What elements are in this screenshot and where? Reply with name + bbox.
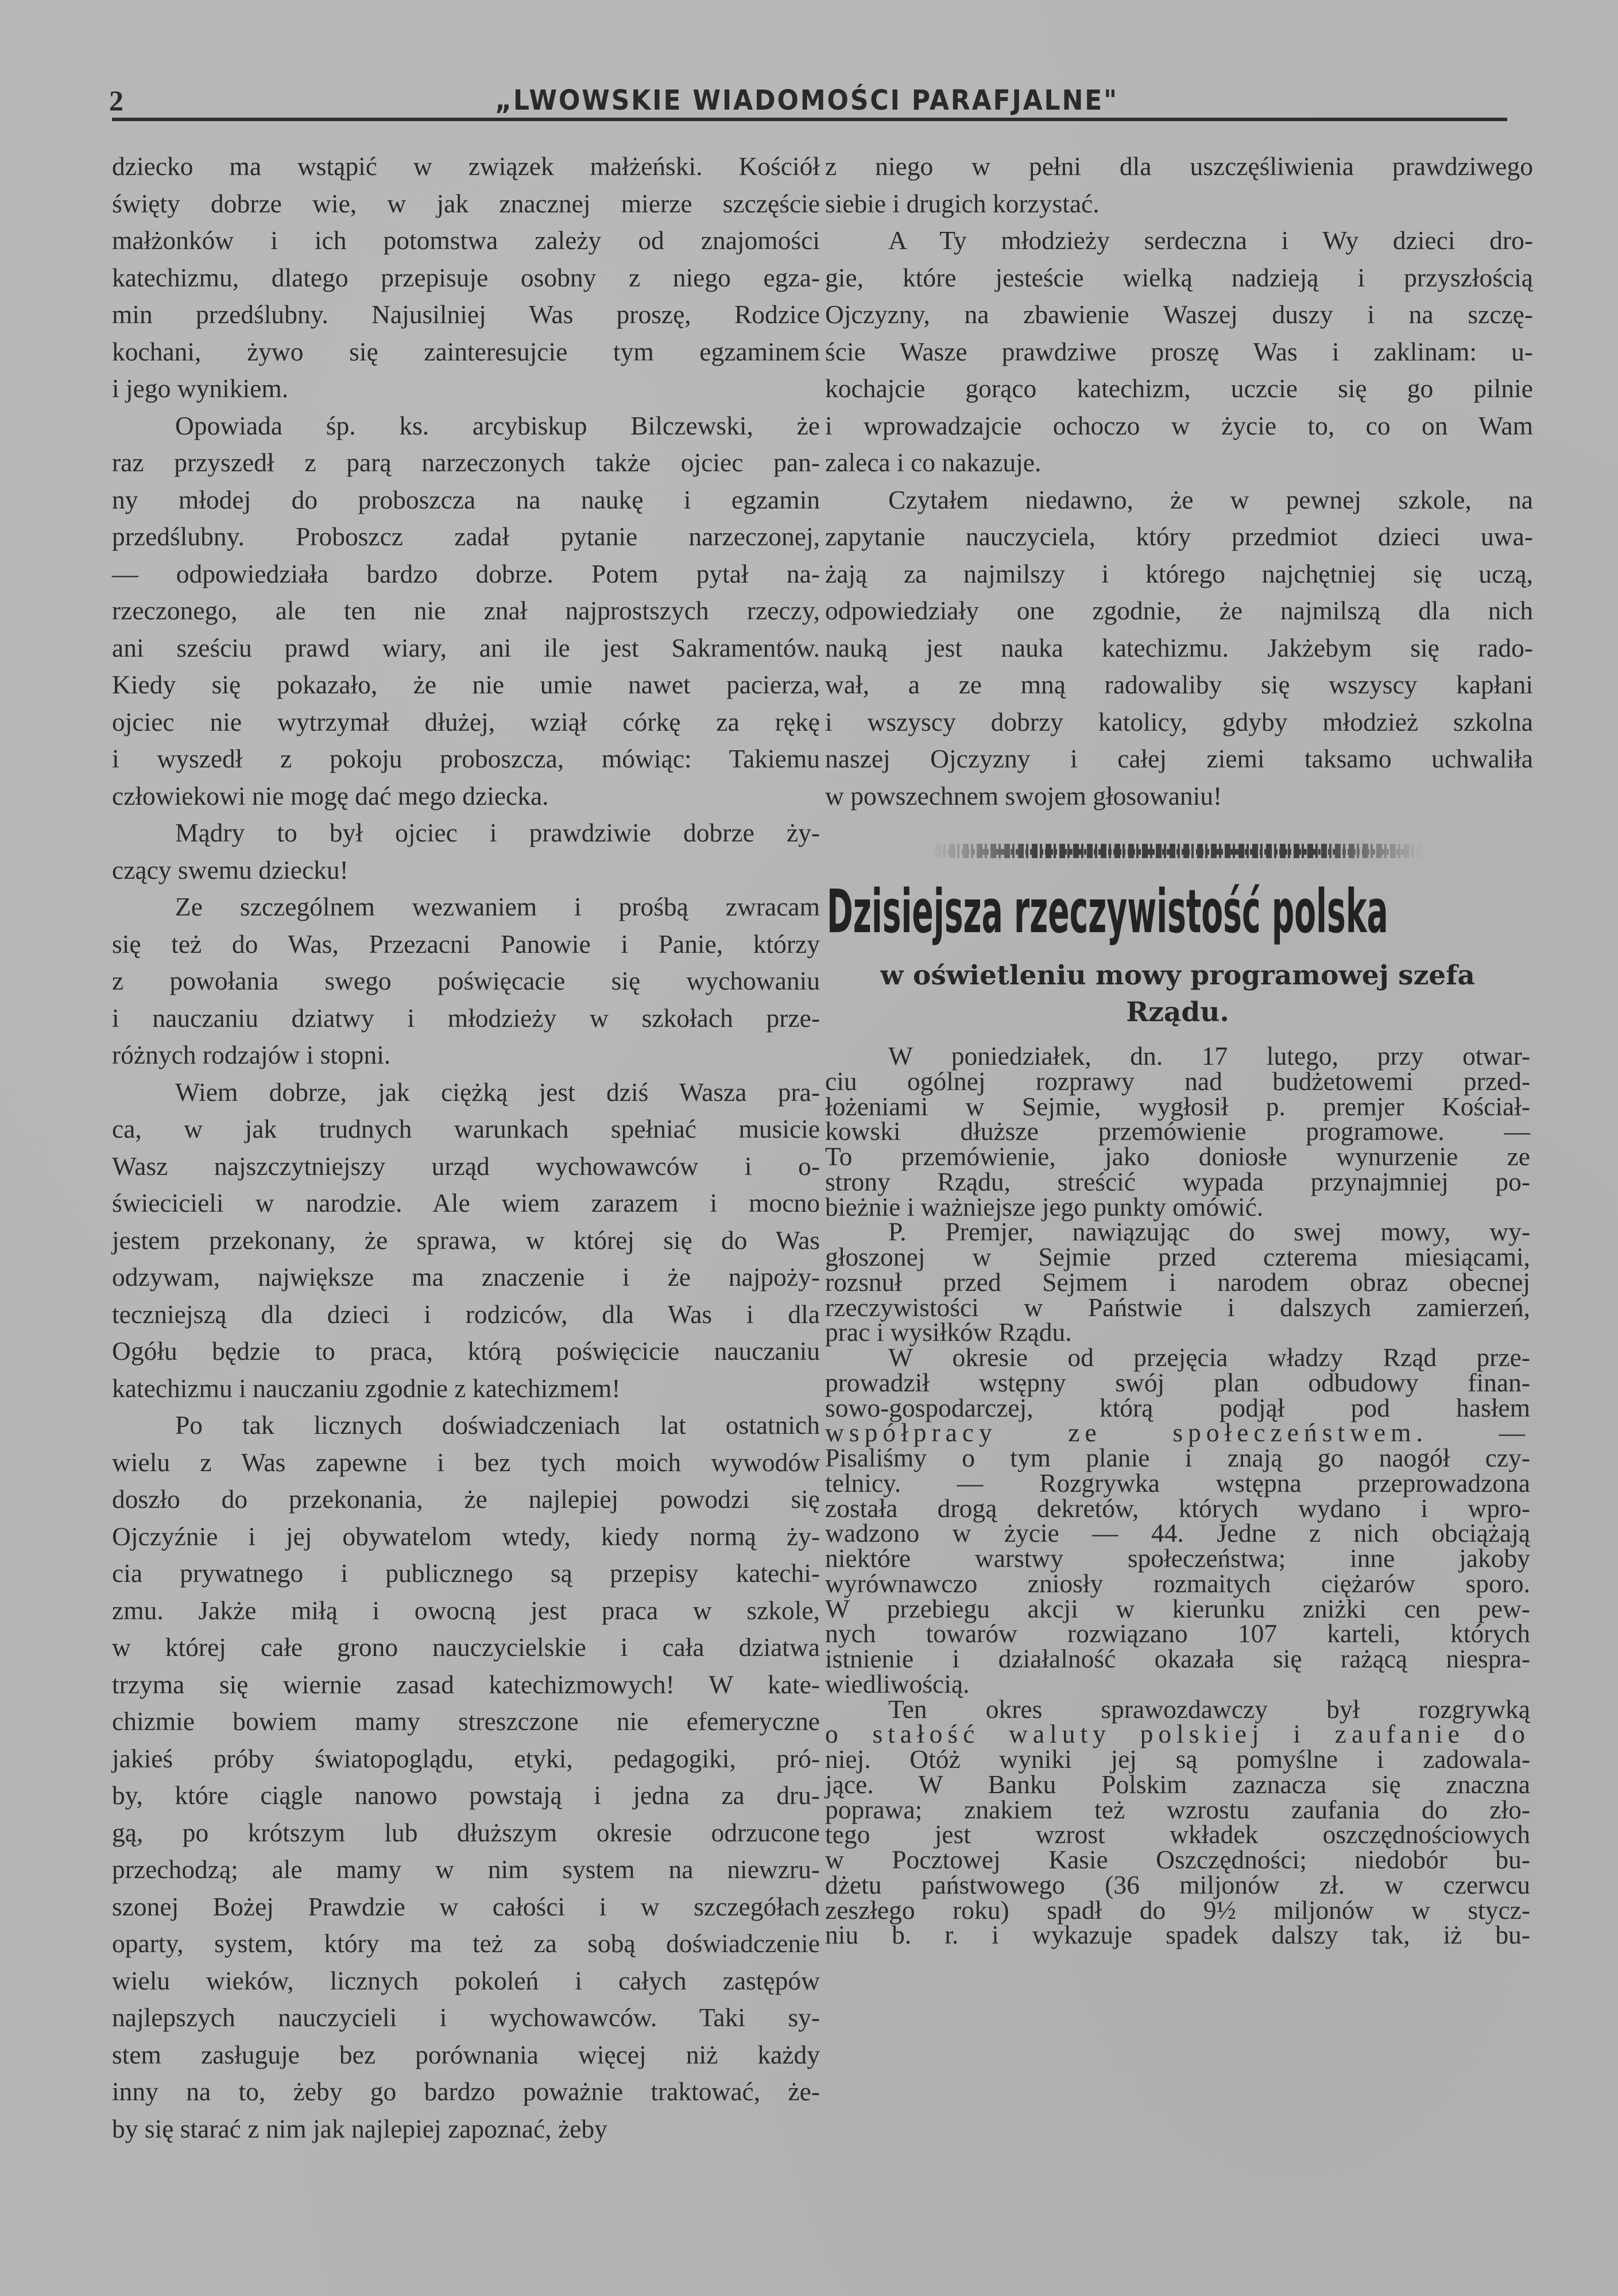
text-line: W przebiegu akcji w kierunku zniżki cen pew- xyxy=(825,1593,1530,1623)
text-line: ny młodej do proboszcza na naukę i egzamin xyxy=(112,484,820,514)
article-subtitle-line-2: Rządu. xyxy=(1126,996,1229,1028)
text-line: i wprowadzajcie ochoczo w życie to, co on Wam xyxy=(825,410,1533,440)
text-line: min przedślubny. Najusilniej Was proszę, Rodzice xyxy=(112,300,820,329)
text-line: o stałość waluty polskiej i zaufanie do xyxy=(825,1719,1530,1749)
article-body xyxy=(825,1041,1530,1950)
text-line: naszej Ojczyzny i całej ziemi taksamo uchwaliła xyxy=(825,744,1533,773)
text-line: Ojczyźnie i jej obywatelom wtedy, kiedy normą ży- xyxy=(112,1521,820,1551)
text-line: zeszłego roku) spadł do 9½ miljonów w stycz- xyxy=(825,1895,1530,1925)
text-line: tego jest wzrost wkładek oszczędnościowych xyxy=(825,1820,1530,1849)
right-column xyxy=(825,148,1533,815)
text-line: szonej Bożej Prawdzie w całości i w szczegółach xyxy=(112,1891,820,1921)
text-line: jakieś próby światopoglądu, etyki, pedagogiki, pró- xyxy=(112,1743,820,1773)
text-line: strony Rządu, streścić wypada przynajmniej po- xyxy=(825,1166,1530,1196)
text-line: jestem przekonany, że sprawa, w której się do Was xyxy=(112,1225,820,1255)
text-line: żają za najmilszy i którego najchętniej się uczą, xyxy=(825,559,1533,588)
text-line: wiedliwością. xyxy=(825,1669,970,1698)
text-line: kowski dłuższe przemówienie programowe. — xyxy=(825,1116,1530,1146)
text-line: — odpowiedziała bardzo dobrze. Potem pytał na- xyxy=(112,559,820,588)
left-column xyxy=(112,148,820,2147)
text-line: niektóre warstwy społeczeństwa; inne jakoby xyxy=(825,1543,1530,1573)
text-line: Wiem dobrze, jak ciężką jest dziś Wasza pra- xyxy=(175,1077,820,1107)
journal-title: „LWOWSKIE WIADOMOŚCI PARAFJALNE" xyxy=(495,84,1118,117)
text-line: Ogółu będzie to praca, którą poświęcicie nauczaniu xyxy=(112,1336,820,1366)
text-line: Opowiada śp. ks. arcybiskup Bilczewski, że xyxy=(175,410,820,440)
text-line: czący swemu dziecku! xyxy=(112,855,349,885)
text-line: teczniejszą dla dzieci i rodziców, dla Was i dla xyxy=(112,1299,820,1329)
text-line: świecicieli w narodzie. Ale wiem zarazem i mocno xyxy=(112,1188,820,1217)
text-line: gą, po krótszym lub dłuższym okresie odrzucone xyxy=(112,1817,820,1847)
text-line: ście Wasze prawdziwe proszę Was i zaklinam: u- xyxy=(825,336,1533,366)
article-subtitle xyxy=(825,957,1530,1031)
text-line: katechizmu i nauczaniu zgodnie z katechizmem! xyxy=(112,1373,621,1403)
text-line: ojciec nie wytrzymał dłużej, wziął córkę za rękę xyxy=(112,707,820,736)
text-line: istnienie i działalność okazała się rażącą niespra- xyxy=(825,1644,1530,1673)
text-line: rzeczonego, ale ten nie znał najprostszych rzeczy, xyxy=(112,596,820,625)
text-line: najlepszych nauczycieli i wychowawców. Taki sy- xyxy=(112,2003,820,2032)
text-line: inny na to, żeby go bardzo poważnie traktować, że- xyxy=(112,2077,820,2106)
text-line: została drogą dekretów, których wydano i wpro- xyxy=(825,1493,1530,1523)
text-line: kochajcie gorąco katechizm, uczcie się go pilnie xyxy=(825,374,1533,403)
text-line: rzeczywistości w Państwie i dalszych zamierzeń, xyxy=(825,1292,1530,1322)
text-line: gie, które jesteście wielką nadzieją i przyszłością xyxy=(825,262,1533,292)
text-line: i nauczaniu dziatwy i młodzieży w szkołach prze- xyxy=(112,1003,820,1033)
text-line: prac i wysiłków Rządu. xyxy=(825,1317,1072,1347)
ornament-pattern xyxy=(825,849,1530,855)
text-line: niej. Otóż wyniki jej są pomyślne i zadowala- xyxy=(825,1744,1530,1774)
text-line: przechodzą; ale mamy w nim system na niewzru- xyxy=(112,1855,820,1884)
text-line: sowo-gospodarczej, którą podjął pod hasłem xyxy=(825,1393,1530,1422)
text-line: cia prywatnego i publicznego są przepisy katechi- xyxy=(112,1558,820,1588)
text-line: Pisaliśmy o tym planie i znają go naogół czy- xyxy=(825,1443,1530,1472)
text-line: by się starać z nim jak najlepiej zapoznać, żeby xyxy=(112,2113,607,2143)
text-line: w powszechnem swojem głosowaniu! xyxy=(825,781,1222,810)
text-line: współpracy ze społeczeństwem. — xyxy=(825,1418,1530,1448)
text-line: Ojczyzny, na zbawienie Waszej duszy i na szczę- xyxy=(825,300,1533,329)
text-line: i wszyscy dobrzy katolicy, gdyby młodzież szkolna xyxy=(825,707,1533,736)
text-line: siebie i drugich korzystać. xyxy=(825,188,1100,218)
text-line: się też do Was, Przezacni Panowie i Panie, którzy xyxy=(112,929,820,959)
text-line: łożeniami w Sejmie, wygłosił p. premjer Kościał- xyxy=(825,1091,1530,1121)
text-line: nauką jest nauka katechizmu. Jakżebym się rado- xyxy=(825,633,1533,662)
text-line: nych towarów rozwiązano 107 karteli, których xyxy=(825,1619,1530,1649)
text-line: wadzono w życie — 44. Jedne z nich obciążają xyxy=(825,1518,1530,1548)
text-line: W poniedziałek, dn. 17 lutego, przy otwar- xyxy=(888,1041,1530,1071)
text-line: przedślubny. Proboszcz zadał pytanie narzeczonej, xyxy=(112,522,820,551)
text-line: oparty, system, który ma też za sobą doświadczenie xyxy=(112,1929,820,1958)
text-line: Wasz najszczytniejszy urząd wychowawców i o- xyxy=(112,1151,820,1181)
text-line: małżonków i ich potomstwa zależy od znajomości xyxy=(112,226,820,255)
text-line: P. Premjer, nawiązując do swej mowy, wy- xyxy=(888,1217,1530,1247)
text-line: wielu wieków, licznych pokoleń i całych zastępów xyxy=(112,1965,820,1995)
text-line: doszło do przekonania, że najlepiej powodzi się xyxy=(112,1484,820,1514)
text-line: raz przyszedł z parą narzeczonych także ojciec pan- xyxy=(112,448,820,477)
text-line: Ze szczególnem wezwaniem i prośbą zwracam xyxy=(175,892,820,921)
text-line: bieżnie i ważniejsze jego punkty omówić. xyxy=(825,1192,1264,1221)
article-title: Dzisiejsza rzeczywistość polska xyxy=(827,876,1388,947)
text-line: i wyszedł z pokoju proboszcza, mówiąc: Takiemu xyxy=(112,744,820,773)
text-line: poprawa; znakiem też wzrostu zaufania do zło- xyxy=(825,1794,1530,1824)
text-line: niu b. r. i wykazuje spadek dalszy tak, iż bu- xyxy=(825,1920,1530,1950)
text-line: jące. W Banku Polskim zaznacza się znaczna xyxy=(825,1769,1530,1799)
text-line: stem zasługuje bez porównania więcej niż każdy xyxy=(112,2039,820,2069)
article-subtitle-line-1: w oświetleniu mowy programowej szefa xyxy=(880,960,1475,991)
header-rule xyxy=(112,118,1507,121)
text-line: różnych rodzajów i stopni. xyxy=(112,1040,391,1069)
text-line: Kiedy się pokazało, że nie umie nawet pacierza, xyxy=(112,670,820,699)
ornamental-divider xyxy=(825,844,1530,858)
text-line: święty dobrze wie, w jak znacznej mierze szczęście xyxy=(112,188,820,218)
text-line: katechizmu, dlatego przepisuje osobny z niego egza- xyxy=(112,262,820,292)
text-line: z niego w pełni dla uszczęśliwienia prawdziwego xyxy=(825,152,1533,181)
text-line: zaleca i co nakazuje. xyxy=(825,448,1042,477)
text-line: ciu ogólnej rozprawy nad budżetowemi przed- xyxy=(825,1066,1530,1096)
text-line: dżetu państwowego (36 miljonów zł. w czerwcu xyxy=(825,1870,1530,1899)
page-number: 2 xyxy=(109,84,123,117)
text-line: z powołania swego poświęcacie się wychowaniu xyxy=(112,966,820,995)
text-line: w której całe grono nauczycielskie i cała dziatwa xyxy=(112,1632,820,1662)
text-line: prowadził wstępny swój plan odbudowy finan- xyxy=(825,1367,1530,1397)
text-line: ani sześciu prawd wiary, ani ile jest Sakramentów. xyxy=(112,633,820,662)
text-line: człowiekowi nie mogę dać mego dziecka. xyxy=(112,781,549,810)
text-line: A Ty młodzieży serdeczna i Wy dzieci dro- xyxy=(888,226,1533,255)
text-line: zmu. Jakże miłą i owocną jest praca w szkole, xyxy=(112,1595,820,1625)
text-line: odzywam, największe ma znaczenie i że najpoży- xyxy=(112,1262,820,1292)
text-line: by, które ciągle nanowo powstają i jedna za dru- xyxy=(112,1781,820,1810)
running-head xyxy=(109,80,1504,121)
text-line: kochani, żywo się zainteresujcie tym egzaminem xyxy=(112,336,820,366)
text-line: głoszonej w Sejmie przed czterema miesiącami, xyxy=(825,1242,1530,1271)
text-line: i jego wynikiem. xyxy=(112,374,289,403)
text-line: odpowiedziały one zgodnie, że najmilszą dla nich xyxy=(825,596,1533,625)
text-line: telnicy. — Rozgrywka wstępna przeprowadzona xyxy=(825,1468,1530,1498)
text-line: rozsnuł przed Sejmem i narodem obraz obecnej xyxy=(825,1267,1530,1297)
text-line: trzyma się wiernie zasad katechizmowych! W kate- xyxy=(112,1669,820,1699)
text-line: Po tak licznych doświadczeniach lat ostatnich xyxy=(175,1410,820,1440)
text-line: wał, a ze mną radowaliby się wszyscy kapłani xyxy=(825,670,1533,699)
text-line: Czytałem niedawno, że w pewnej szkole, na xyxy=(888,484,1533,514)
text-line: dziecko ma wstąpić w związek małżeński. Kościół xyxy=(112,152,820,181)
text-line: W okresie od przejęcia władzy Rząd prze- xyxy=(888,1343,1530,1372)
text-line: wielu z Was zapewne i bez tych moich wywodów xyxy=(112,1447,820,1477)
text-line: w Pocztowej Kasie Oszczędności; niedobór bu- xyxy=(825,1845,1530,1874)
text-line: zapytanie nauczyciela, który przedmiot dzieci uwa- xyxy=(825,522,1533,551)
text-line: To przemówienie, jako doniosłe wynurzenie ze xyxy=(825,1142,1530,1171)
text-line: Ten okres sprawozdawczy był rozgrywką xyxy=(888,1694,1530,1724)
text-line: wyrównawczo zniosły rozmaitych ciężarów sporo. xyxy=(825,1568,1530,1598)
text-line: Mądry to był ojciec i prawdziwie dobrze ży- xyxy=(175,818,820,847)
text-line: chizmie bowiem mamy streszczone nie efemeryczne xyxy=(112,1707,820,1736)
text-line: ca, w jak trudnych warunkach spełniać musicie xyxy=(112,1114,820,1143)
